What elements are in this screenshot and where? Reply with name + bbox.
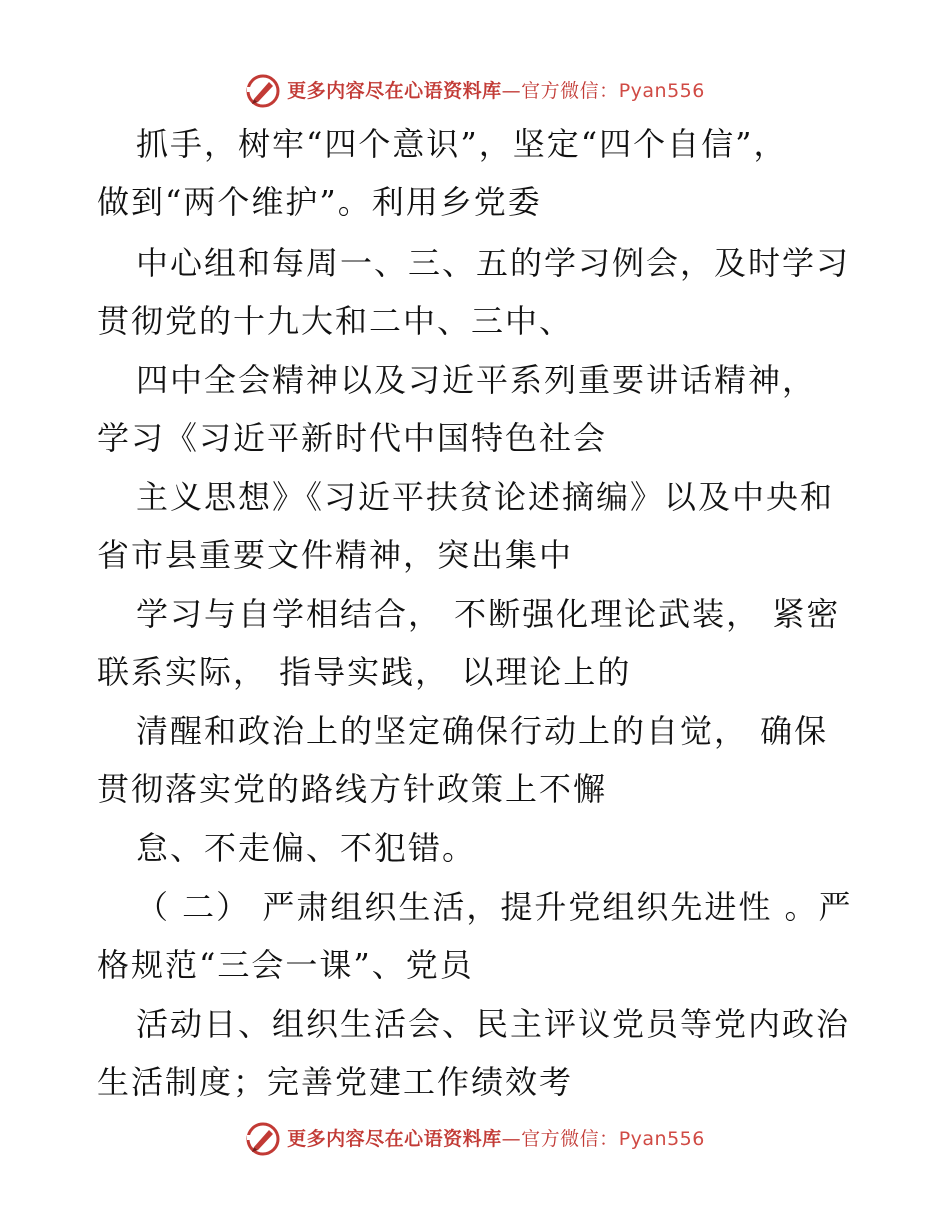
text-line-10: 联系实际， 指导实践， 以理论上的: [97, 653, 632, 691]
footer-banner-dash: —: [501, 1127, 522, 1150]
text-line-2: 做到“两个维护”。利用乡党委: [97, 183, 542, 221]
footer-banner-text: [287, 1127, 705, 1150]
header-banner-text: [287, 79, 705, 102]
text-line-7: 主义思想》《习近平扶贫论述摘编》以及中央和: [136, 478, 835, 516]
footer-banner: [0, 1119, 950, 1159]
text-line-5: 四中全会精神以及习近平系列重要讲话精神，: [136, 361, 817, 399]
text-line-4: 贯彻党的十九大和二中、三中、: [97, 302, 574, 340]
text-line-15: 格规范“三会一课”、党员: [97, 946, 474, 984]
header-banner-wechat-id: Pyan556: [618, 79, 705, 102]
footer-banner-wechat-label: 官方微信：: [521, 1127, 619, 1150]
text-line-12: 贯彻落实党的路线方针政策上不懈: [97, 770, 608, 808]
text-line-1: 抓手，树牢“四个意识”，坚定“四个自信”，: [136, 125, 788, 163]
footer-banner-main: 更多内容尽在心语资料库: [287, 1127, 502, 1150]
header-banner-dash: —: [501, 79, 522, 102]
text-line-6: 学习《习近平新时代中国特色社会: [97, 419, 608, 457]
header-banner-main: 更多内容尽在心语资料库: [287, 79, 502, 102]
header-banner: [0, 71, 950, 111]
header-banner-wechat-label: 官方微信：: [521, 79, 619, 102]
pen-seal-logo-icon: [245, 73, 281, 109]
text-line-11: 清醒和政治上的坚定确保行动上的自觉， 确保: [136, 712, 829, 750]
text-line-16: 活动日、组织生活会、民主评议党员等党内政治: [136, 1005, 851, 1043]
text-line-17: 生活制度；完善党建工作绩效考: [97, 1063, 574, 1101]
text-line-9: 学习与自学相结合， 不断强化理论武装， 紧密: [136, 595, 841, 633]
pen-seal-logo-icon: [245, 1121, 281, 1157]
text-line-3: 中心组和每周一、三、五的学习例会，及时学习: [136, 244, 851, 282]
footer-banner-wechat-id: Pyan556: [618, 1127, 705, 1150]
text-line-13: 怠、不走偏、不犯错。: [136, 829, 477, 867]
text-line-14: （ 二） 严肃组织生活，提升党组织先进性 。严: [136, 888, 853, 926]
text-line-8: 省市县重要文件精神，突出集中: [97, 536, 574, 574]
